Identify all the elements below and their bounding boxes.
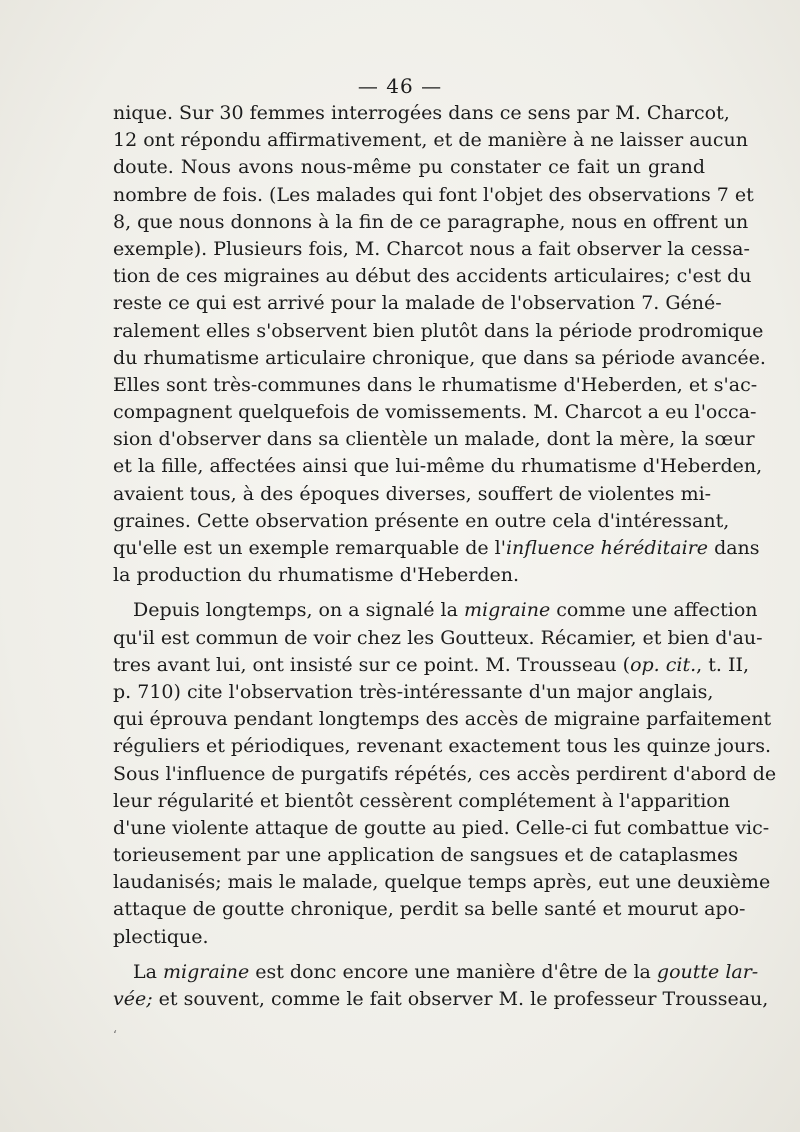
text-line bbox=[113, 625, 763, 652]
text-segment: La bbox=[133, 960, 163, 983]
margin-mark: ‘ bbox=[113, 1028, 117, 1042]
text-line bbox=[113, 959, 759, 986]
text-segment: nique. Sur 30 femmes interrogées dans ce sens par M. Charcot, bbox=[113, 102, 730, 124]
text-segment: laudanisés; mais le malade, quelque temps après, eut une deuxième bbox=[113, 871, 771, 894]
text-line bbox=[113, 896, 746, 923]
text-segment: , t. II, bbox=[696, 653, 749, 676]
italic-text: migraine bbox=[464, 599, 551, 622]
text-segment: comme une affection bbox=[550, 599, 758, 622]
text-segment: tres avant lui, ont insisté sur ce point. M. Trousseau ( bbox=[113, 653, 631, 676]
text-segment: du rhumatisme articulaire chronique, que dans sa période avancée. bbox=[113, 346, 766, 369]
text-line bbox=[113, 562, 705, 589]
text-line bbox=[113, 869, 771, 896]
text-segment: graines. Cette observation présente en outre cela d'intéressant, bbox=[113, 509, 730, 532]
italic-text: migraine bbox=[162, 960, 250, 983]
text-segment: ralement elles s'observent bien plutôt dans la période prodromique bbox=[113, 319, 764, 342]
text-line bbox=[113, 761, 777, 788]
text-segment: Elles sont très-communes dans le rhumatisme d'Heberden, et s'ac- bbox=[113, 373, 758, 396]
italic-text: influence héréditaire bbox=[505, 537, 709, 559]
text-segment: doute. Nous avons nous-même pu constater ce fait un grand bbox=[113, 156, 705, 179]
text-segment: p. 710) cite l'observation très-intéressante d'un major anglais, bbox=[113, 680, 714, 703]
text-line bbox=[113, 318, 764, 345]
text-line bbox=[113, 706, 772, 733]
text-segment: d'une violente attaque de goutte au pied. Celle-ci fut combattue vic- bbox=[113, 816, 770, 839]
text-line bbox=[113, 127, 748, 154]
paragraph bbox=[113, 959, 769, 1013]
text-line bbox=[113, 508, 730, 535]
text-segment: Sous l'influence de purgatifs répétés, ces accès perdirent d'abord de bbox=[113, 762, 777, 785]
text-segment: exemple). Plusieurs fois, M. Charcot nous a fait observer la cessa- bbox=[113, 237, 750, 260]
text-segment: dans bbox=[708, 537, 760, 559]
page-number: — 46 — bbox=[357, 74, 443, 98]
text-line bbox=[113, 182, 754, 209]
text-segment: compagnent quelquefois de vomissements. M. Charcot a eu l'occa- bbox=[113, 401, 757, 424]
text-segment: réguliers et périodiques, revenant exactement tous les quinze jours. bbox=[113, 735, 772, 758]
italic-text: vée; bbox=[113, 988, 153, 1010]
text-segment: qu'elle est un exemple remarquable de l' bbox=[113, 537, 506, 559]
text-line bbox=[113, 345, 766, 372]
text-segment: avaient tous, à des époques diverses, souffert de violentes mi- bbox=[113, 482, 712, 505]
text-segment: 8, que nous donnons à la fin de ce paragraphe, nous en offrent un bbox=[113, 210, 749, 233]
text-segment: torieusement par une application de sangsues et de cataplasmes bbox=[113, 844, 739, 867]
text-line bbox=[113, 733, 772, 760]
text-line bbox=[113, 815, 770, 842]
text-segment: nombre de fois. (Les malades qui font l'objet des observations 7 et bbox=[113, 183, 754, 206]
text-segment: et souvent, comme le fait observer M. le professeur Trousseau, bbox=[152, 988, 769, 1010]
italic-text: op. cit. bbox=[630, 653, 697, 676]
text-segment: est donc encore une manière d'être de la bbox=[249, 960, 657, 983]
text-segment: qu'il est commun de voir chez les Goutteux. Récamier, et bien d'au- bbox=[113, 626, 763, 649]
text-line bbox=[113, 535, 760, 562]
text-line bbox=[113, 209, 749, 236]
paragraph-gap bbox=[113, 589, 705, 597]
text-line bbox=[113, 481, 712, 508]
text-line bbox=[113, 290, 722, 317]
text-line bbox=[113, 788, 730, 815]
text-line bbox=[113, 986, 769, 1013]
text-segment: et la fille, affectées ainsi que lui-même du rhumatisme d'Heberden, bbox=[113, 455, 763, 478]
text-segment: attaque de goutte chronique, perdit sa belle santé et mourut apo- bbox=[113, 898, 746, 921]
text-line bbox=[113, 372, 758, 399]
text-segment: reste ce qui est arrivé pour la malade de l'observation 7. Géné- bbox=[113, 292, 722, 315]
text-line bbox=[113, 399, 757, 426]
text-segment: leur régularité et bientôt cessèrent complétement à l'apparition bbox=[113, 789, 730, 812]
paragraph bbox=[113, 100, 766, 589]
text-line bbox=[113, 236, 750, 263]
text-line bbox=[113, 924, 705, 951]
text-segment: tion de ces migraines au début des accidents articulaires; c'est du bbox=[113, 265, 752, 288]
text-line bbox=[113, 453, 763, 480]
text-line bbox=[113, 426, 755, 453]
text-segment: la production du rhumatisme d'Heberden. bbox=[113, 564, 520, 587]
text-segment: sion d'observer dans sa clientèle un malade, dont la mère, la sœur bbox=[113, 428, 755, 451]
text-line bbox=[113, 100, 730, 127]
paragraph-gap bbox=[113, 951, 705, 959]
text-segment: plectique. bbox=[113, 925, 209, 948]
paragraph bbox=[113, 597, 777, 950]
text-line bbox=[113, 652, 749, 679]
text-segment: 12 ont répondu affirmativement, et de manière à ne laisser aucun bbox=[113, 129, 748, 152]
italic-text: goutte lar- bbox=[656, 960, 759, 983]
text-line bbox=[113, 154, 705, 181]
text-line bbox=[113, 842, 739, 869]
text-line bbox=[113, 597, 758, 624]
text-segment: qui éprouva pendant longtemps des accès de migraine parfaitement bbox=[113, 708, 772, 731]
text-line bbox=[113, 679, 714, 706]
body-text bbox=[113, 100, 777, 1013]
text-line bbox=[113, 263, 752, 290]
text-segment: Depuis longtemps, on a signalé la bbox=[133, 599, 464, 622]
